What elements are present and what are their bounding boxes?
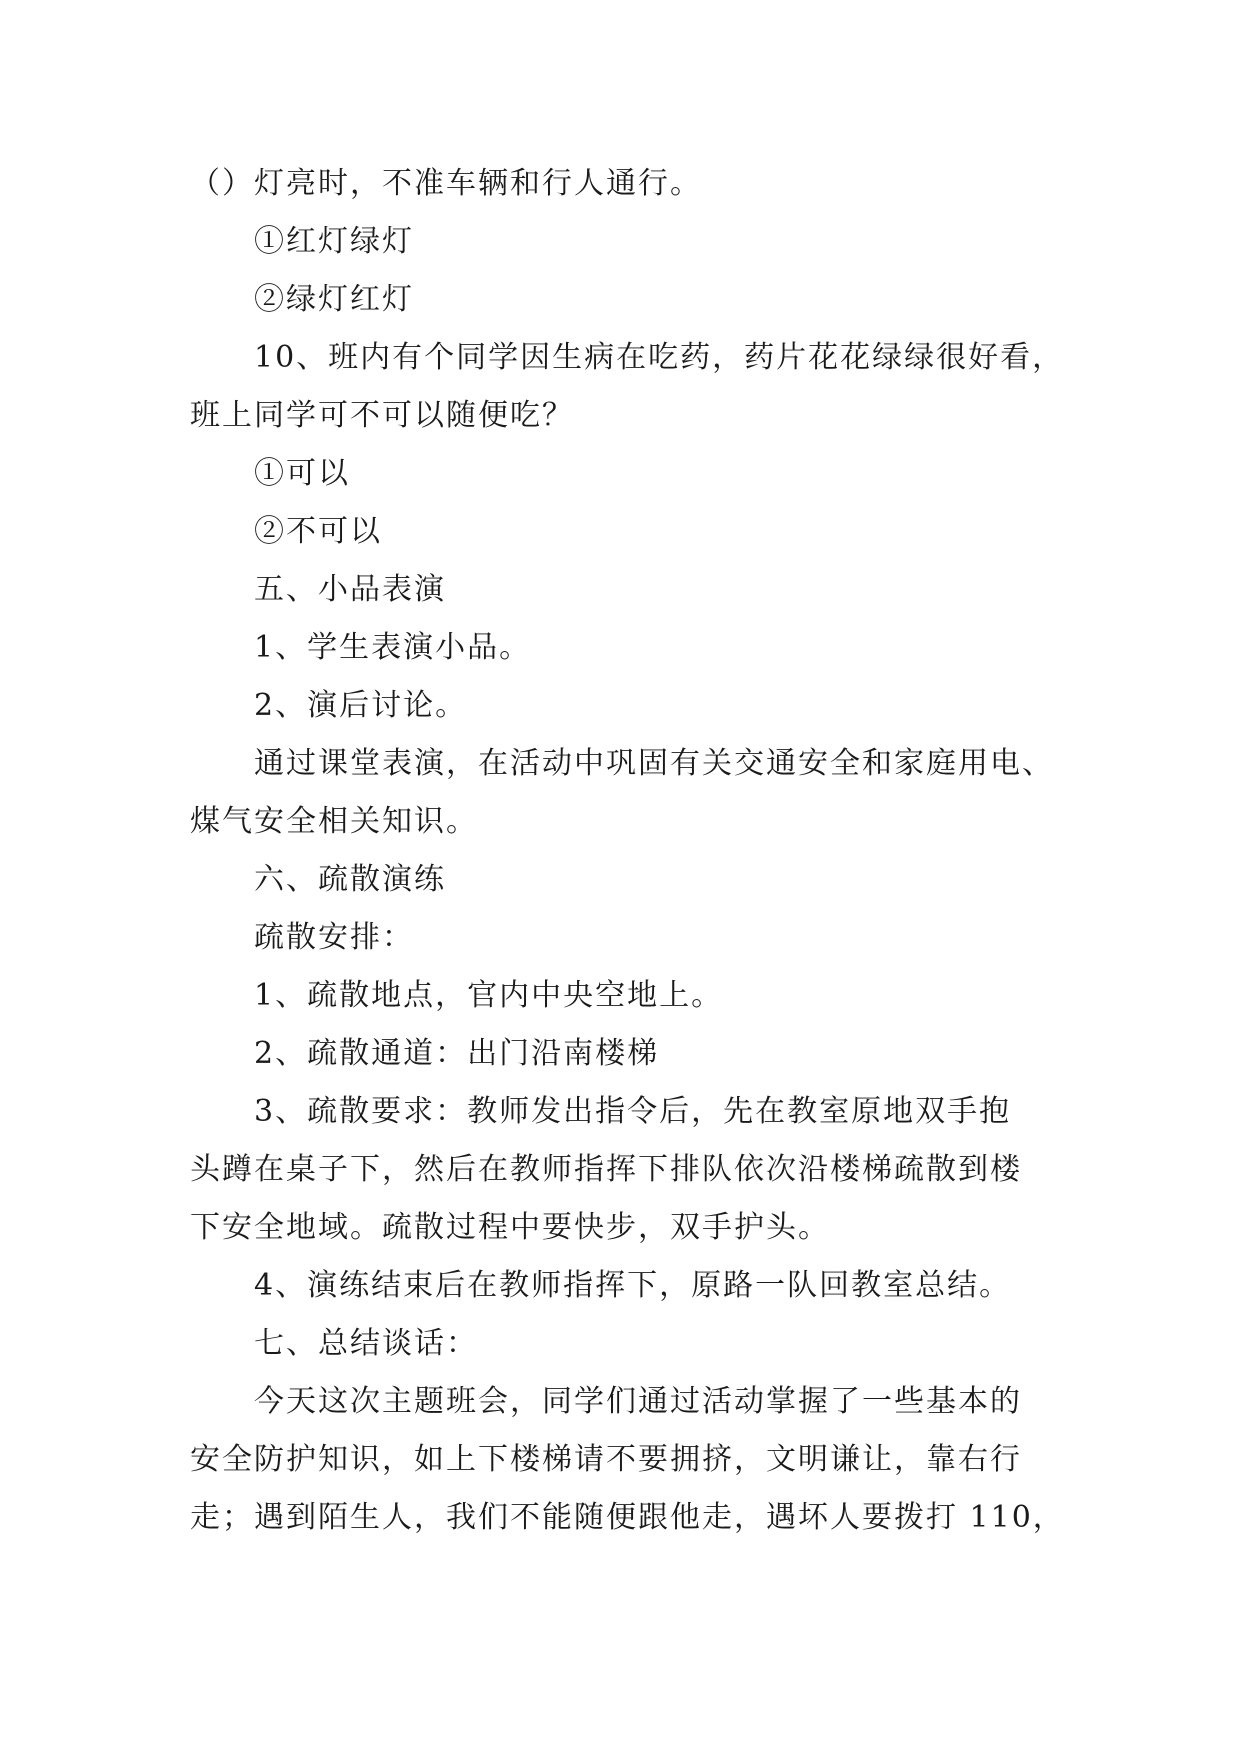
section-heading: 五、小品表演 (254, 572, 446, 607)
option-line: ①可以 (254, 456, 350, 491)
question-line-continued: 班上同学可不可以随便吃？ (190, 398, 574, 433)
paragraph-line: 通过课堂表演，在活动中巩固有关交通安全和家庭用电、 (254, 746, 1054, 781)
text-line: 4、演练结束后在教师指挥下，原路一队回教室总结。 (254, 1268, 1012, 1303)
option-line: ②绿灯红灯 (254, 282, 414, 317)
section-heading: 六、疏散演练 (254, 862, 446, 897)
paragraph-line-continued: 煤气安全相关知识。 (190, 804, 478, 839)
text-line: 2、疏散通道：出门沿南楼梯 (254, 1036, 660, 1071)
paragraph-line-continued: 安全防护知识，如上下楼梯请不要拥挤，文明谦让，靠右行 (190, 1442, 1022, 1477)
section-heading: 七、总结谈话： (254, 1326, 478, 1361)
paragraph-line: 今天这次主题班会，同学们通过活动掌握了一些基本的 (254, 1384, 1022, 1419)
text-line: 2、演后讨论。 (254, 688, 468, 723)
subheading: 疏散安排： (254, 920, 414, 955)
text-line: 1、学生表演小品。 (254, 630, 532, 665)
paragraph-line-continued: 头蹲在桌子下，然后在教师指挥下排队依次沿楼梯疏散到楼 (190, 1152, 1022, 1187)
option-line: ②不可以 (254, 514, 382, 549)
paragraph-line-continued: 走；遇到陌生人，我们不能随便跟他走，遇坏人要拨打 110， (190, 1500, 1065, 1535)
question-line: 10、班内有个同学因生病在吃药，药片花花绿绿很好看， (254, 340, 1065, 375)
text-line: 1、疏散地点，官内中央空地上。 (254, 978, 724, 1013)
option-line: ①红灯绿灯 (254, 224, 414, 259)
paragraph-line-continued: 下安全地域。疏散过程中要快步，双手护头。 (190, 1210, 830, 1245)
paragraph-line: 3、疏散要求：教师发出指令后，先在教室原地双手抱 (254, 1094, 1012, 1129)
text-line: （）灯亮时，不准车辆和行人通行。 (190, 166, 702, 201)
document-body (190, 155, 1065, 1547)
